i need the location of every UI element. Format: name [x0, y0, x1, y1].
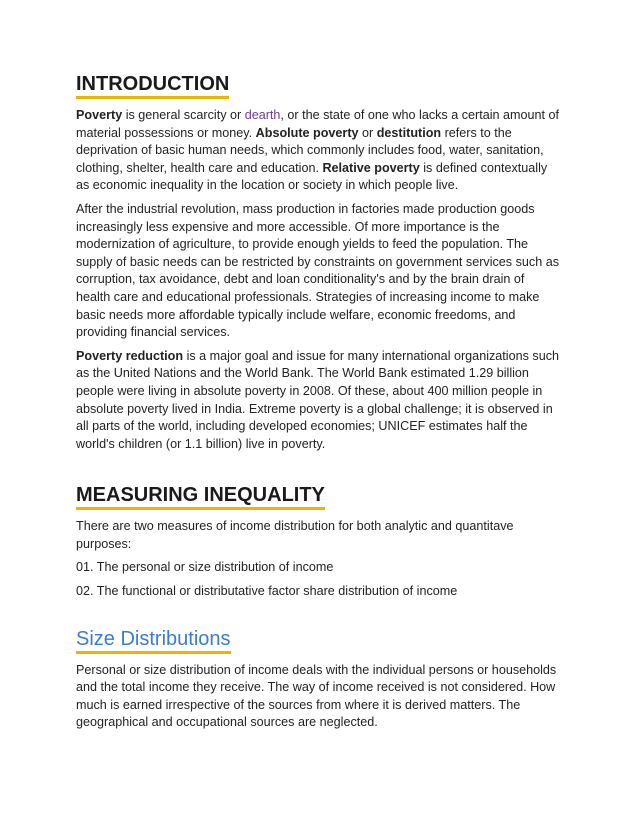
term-destitution: destitution [376, 125, 442, 140]
intro-paragraph-2: After the industrial revolution, mass production in factories made production goods increasingly less expensive and more accessible. Of more importance is the modernization of agriculture, to provide enough yields to feed the population. The supply of basic needs can be restricted by constraints on government services such as corruption, tax avoidance, debt and loan conditionality's and by the brain drain of health care and educational professionals. Strategies of increasing income to make basic needs more affordable typically include welfare, economic freedoms, and providing financial services. [76, 201, 560, 340]
measuring-section [76, 483, 562, 600]
size-paragraph: Personal or size distribution of income deals with the individual persons or households and the total income they receive. The way of income received is not considered. How much is earned irrespective of the sources from where it is derived matters. The geographical and occupational sources are neglected. [76, 662, 557, 730]
size-distributions-heading: Size Distributions [76, 627, 231, 654]
dearth-link[interactable]: dearth [244, 108, 281, 122]
measuring-inequality-heading: MEASURING INEQUALITY [76, 483, 325, 510]
text-run: is defined contextually as economic inequality in the location or society in which people live. [76, 160, 548, 193]
document-content [76, 72, 562, 732]
intro-paragraph-1 [76, 107, 562, 195]
introduction-heading: INTRODUCTION [76, 72, 229, 99]
measure-item-2: 02. The functional or distributative factor share distribution of income [76, 584, 458, 599]
term-relative-poverty: Relative poverty [322, 160, 420, 175]
term-absolute-poverty: Absolute poverty [255, 125, 359, 140]
text-run: or [358, 125, 377, 140]
term-poverty: Poverty [76, 108, 123, 122]
measure-item-1: 01. The personal or size distribution of income [76, 560, 334, 575]
intro-paragraph-3 [76, 348, 562, 454]
text-run: , or the state of one who lacks a certain amount of material possessions or money. [76, 108, 560, 140]
measuring-paragraph: There are two measures of income distribution for both analytic and quantitave purposes: [76, 519, 514, 551]
text-run: refers to the deprivation of basic human needs, which commonly includes food, water, sanitation, clothing, shelter, health care and education. [76, 125, 544, 175]
size-section [76, 627, 562, 732]
term-poverty-reduction: Poverty reduction [76, 348, 184, 363]
text-run: is a major goal and issue for many international organizations such as the United Nations and the World Bank. The World Bank estimated 1.29 billion people were living in absolute poverty in 2008. Of these, about 400 million people in absolute poverty lived in India. Extreme poverty is a global challenge; it is observed in all parts of the world, including developed economies; UNICEF estimates half the world's children (or 1.1 billion) live in poverty. [76, 348, 559, 451]
text-run: is general scarcity or [122, 108, 245, 122]
